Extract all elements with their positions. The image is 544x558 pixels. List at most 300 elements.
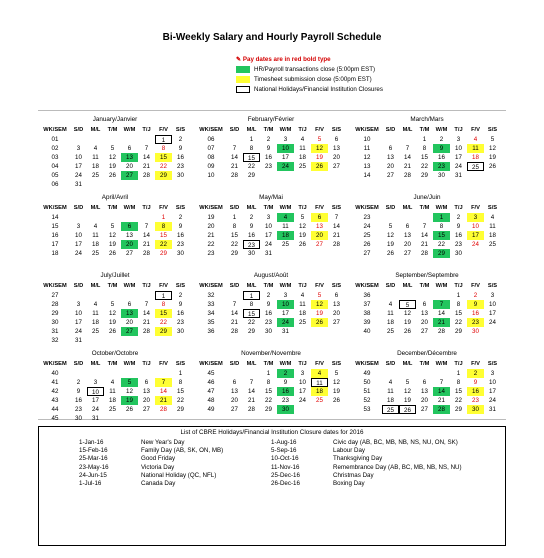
day-cell: 8 [232,223,237,230]
week-number: 29 [51,310,59,317]
week-number: 22 [207,241,215,248]
holiday-name: Thanksgiving Day [333,455,383,463]
day-cell: 11 [299,301,306,308]
week-row [40,369,189,378]
day-cell: 9 [178,301,183,308]
day-cell [382,135,399,144]
day-cell: 30 [277,405,294,414]
day-cell: 6 [127,145,132,152]
day-cell: 24 [489,397,496,404]
day-cell: 21 [143,319,150,326]
day-cell: 13 [333,301,340,308]
weekday-header: T/J [454,205,463,211]
day-cell: 8 [155,222,172,231]
week-row [352,300,501,309]
day-cell: 4 [93,223,98,230]
weekday-header: T/J [298,205,307,211]
day-cell: 3 [490,292,495,299]
day-cell: 19 [299,232,306,239]
weekday-header: S/D [73,127,84,133]
weekday-header: S/D [73,205,84,211]
day-cell: 23 [472,397,479,404]
day-cell: 25 [316,397,323,404]
week-number: 46 [207,379,215,386]
weekday-header: M/L [90,283,101,289]
month-calendar [194,345,348,421]
day-cell: 5 [110,301,115,308]
week-column-header: WK/SEM [43,283,67,289]
day-cell: 25 [109,406,116,413]
day-cell [433,369,450,378]
weekday-header: F/V [315,205,324,211]
day-cell: 2 [178,136,183,143]
holiday-name: Christmas Day [333,471,374,479]
month-name: April/Avril [101,194,129,201]
day-cell: 23 [433,162,450,171]
day-cell [311,171,328,180]
day-cell: 15 [231,232,238,239]
week-row [40,291,189,300]
weekday-header: F/V [471,127,480,133]
day-cell: 10 [472,223,479,230]
weekday-header: F/V [315,283,324,289]
day-cell: 17 [489,310,496,317]
day-cell: 24 [75,328,82,335]
week-number: 23 [363,214,371,221]
day-cell: 24 [299,397,306,404]
month-name: October/Octobre [91,350,139,357]
day-cell: 20 [404,241,411,248]
holiday-entry [271,439,462,447]
day-cell [328,405,345,414]
day-cell [399,369,416,378]
weekday-header: F/V [315,361,324,367]
day-cell: 23 [467,318,484,327]
week-number: 30 [51,319,59,326]
day-cell: 12 [299,223,306,230]
week-number: 41 [51,379,59,386]
weekday-header: T/J [142,283,151,289]
day-cell: 21 [248,397,255,404]
day-cell: 16 [265,310,272,317]
week-number: 17 [51,241,59,248]
day-cell [155,414,172,423]
weekday-header: W/M [123,127,136,133]
day-cell: 29 [248,172,255,179]
day-cell [328,327,345,336]
day-cell: 4 [473,136,478,143]
day-cell: 14 [333,223,340,230]
week-row [352,144,501,153]
month-name: November/Novembre [241,350,301,357]
day-cell: 25 [299,319,306,326]
week-row [40,327,189,336]
day-cell: 22 [455,397,462,404]
weekday-header: M/L [90,127,101,133]
day-cell: 7 [422,223,427,230]
day-cell [104,369,121,378]
week-number: 27 [363,250,371,257]
weekday-header-row [196,282,345,291]
weekday-header: M/L [90,205,101,211]
day-cell: 8 [161,301,166,308]
day-cell [87,213,104,222]
day-cell: 10 [489,301,496,308]
week-row [40,336,189,345]
weekday-header: S/S [331,361,342,367]
week-number: 09 [207,163,215,170]
week-row [352,135,501,144]
month-name: June/Juin [413,194,441,201]
day-cell: 19 [109,163,116,170]
day-cell [155,336,172,345]
day-cell: 5 [317,292,322,299]
weekday-header: S/S [487,283,498,289]
week-row [352,327,501,336]
day-cell: 6 [311,213,328,222]
day-cell: 24 [75,172,82,179]
day-cell: 18 [92,319,99,326]
month-calendar [350,267,504,343]
pay-date-marker-icon: ✎ [236,56,242,63]
month-grid [352,282,501,336]
day-cell [138,369,155,378]
day-cell [138,414,155,423]
day-cell [484,249,501,258]
day-cell: 16 [177,232,184,239]
weekday-header: T/J [298,283,307,289]
day-cell: 2 [178,292,183,299]
day-cell: 7 [232,145,237,152]
weekday-header: T/J [298,127,307,133]
week-number: 27 [51,292,59,299]
week-row [40,222,189,231]
weekday-header: S/D [385,127,396,133]
weekday-header: S/D [385,283,396,289]
day-cell: 15 [455,310,462,317]
day-cell: 8 [178,379,183,386]
day-cell: 14 [143,310,150,317]
day-cell: 14 [248,388,255,395]
day-cell: 18 [299,154,306,161]
day-cell: 22 [421,163,428,170]
weekday-header-row [40,282,189,291]
day-cell: 19 [109,319,116,326]
day-cell: 25 [92,328,99,335]
holiday-date: 1-Jul-16 [79,480,102,488]
weekday-header-row [40,204,189,213]
day-cell: 30 [455,250,462,257]
weekday-header: W/M [435,205,448,211]
month-name: December/Décembre [397,350,457,357]
weekday-header: S/S [331,205,342,211]
week-number: 40 [363,328,371,335]
weekday-header: F/V [159,127,168,133]
week-number: 48 [207,397,215,404]
day-cell: 8 [249,301,254,308]
month-name: July/Juillet [100,272,130,279]
holiday-date: 11-Nov-16 [271,463,300,471]
day-cell: 2 [456,214,461,221]
day-cell: 21 [404,163,411,170]
day-cell [172,414,189,423]
month-calendar [38,267,192,343]
day-cell [70,213,87,222]
day-cell: 17 [467,231,484,240]
day-cell: 9 [178,145,183,152]
day-cell: 2 [266,292,271,299]
day-cell: 30 [177,250,184,257]
weekday-header: T/M [263,361,274,367]
holiday-entry [79,455,223,463]
week-number: 10 [207,172,215,179]
day-cell: 16 [472,310,479,317]
month-calendar [194,111,348,187]
weekday-header: T/M [263,205,274,211]
week-number: 19 [207,214,215,221]
week-row [40,171,189,180]
day-cell: 24 [455,163,462,170]
day-cell: 4 [300,136,305,143]
weekday-header: S/D [229,283,240,289]
weekday-header: T/M [419,361,430,367]
week-number: 07 [207,145,215,152]
day-cell [294,405,311,414]
day-cell: 19 [109,241,116,248]
day-cell: 26 [311,318,328,327]
day-cell: 28 [248,406,255,413]
day-cell: 23 [177,319,184,326]
holiday-column-right [271,439,462,488]
day-cell: 16 [265,154,272,161]
day-cell: 14 [231,154,238,161]
week-row [196,162,345,171]
week-row [196,240,345,249]
weekday-header: F/V [471,361,480,367]
day-cell: 14 [143,232,150,239]
day-cell: 20 [231,397,238,404]
day-cell: 11 [282,223,289,230]
day-cell: 23 [282,397,289,404]
calendar-grid [38,110,506,420]
week-row [196,249,345,258]
day-cell: 12 [404,310,411,317]
day-cell: 17 [265,232,272,239]
day-cell: 10 [277,300,294,309]
weekday-header: W/M [435,127,448,133]
week-row [40,396,189,405]
week-row [40,213,189,222]
day-cell [484,327,501,336]
day-cell: 23 [177,241,184,248]
day-cell [70,369,87,378]
day-cell [226,135,243,144]
day-cell: 20 [126,319,133,326]
day-cell: 29 [155,327,172,336]
week-number: 28 [51,301,59,308]
day-cell: 24 [92,406,99,413]
weekday-header: W/M [123,205,136,211]
day-cell: 27 [316,241,323,248]
day-cell: 9 [266,301,271,308]
day-cell: 31 [75,181,82,188]
day-cell: 10 [489,379,496,386]
day-cell: 19 [404,397,411,404]
day-cell: 12 [109,154,116,161]
weekday-header: S/S [175,283,186,289]
day-cell: 7 [439,379,444,386]
day-cell: 6 [144,379,149,386]
weekday-header: S/D [73,361,84,367]
day-cell [138,180,155,189]
month-name: August/Août [253,272,289,279]
day-cell: 28 [421,250,428,257]
day-cell: 19 [387,241,394,248]
day-cell: 1 [456,370,461,377]
day-cell: 11 [387,388,394,395]
day-cell: 16 [177,154,184,161]
weekday-header-row [40,360,189,369]
holiday-date: 1-Jan-16 [79,439,104,446]
day-cell: 13 [121,153,138,162]
day-cell: 14 [231,310,238,317]
day-cell: 14 [404,154,411,161]
holiday-entry [271,464,462,472]
day-cell [104,213,121,222]
day-cell: 8 [161,145,166,152]
week-row [196,213,345,222]
week-row [196,171,345,180]
day-cell: 4 [93,145,98,152]
day-cell: 11 [311,378,328,387]
week-column-header: WK/SEM [199,205,223,211]
day-cell: 13 [316,223,323,230]
day-cell: 29 [455,328,462,335]
day-cell: 3 [283,136,288,143]
box-swatch [236,86,250,93]
week-column-header: WK/SEM [355,205,379,211]
week-row [40,318,189,327]
weekday-header: T/M [419,127,430,133]
week-number: 18 [51,250,59,257]
day-cell: 12 [311,300,328,309]
holiday-entry [271,480,462,488]
day-cell [87,180,104,189]
day-cell: 16 [277,387,294,396]
holiday-list-title: List of CBRE Holidays/Financial Institution Closure dates for 2016 [180,429,364,436]
day-cell: 4 [93,301,98,308]
day-cell: 29 [455,406,462,413]
day-cell [416,213,433,222]
day-cell: 30 [472,328,479,335]
day-cell: 21 [333,232,340,239]
week-row [352,213,501,222]
day-cell: 31 [75,337,82,344]
weekday-header: T/J [298,361,307,367]
week-number: 03 [51,154,59,161]
month-calendar [350,111,504,187]
day-cell: 15 [243,153,260,162]
holiday-name: Remembrance Day (AB, BC, MB, NB, NS, NU) [333,463,462,471]
day-cell: 12 [109,310,116,317]
weekday-header: W/M [279,127,292,133]
day-cell: 19 [489,154,496,161]
day-cell: 20 [421,319,428,326]
week-row [352,369,501,378]
day-cell: 24 [277,318,294,327]
day-cell: 18 [489,232,496,239]
month-calendar [350,189,504,265]
day-cell: 28 [231,172,238,179]
day-cell: 15 [160,232,167,239]
legend-yellow [236,75,372,84]
legend-box-text: National Holidays/Financial Institution Closures [254,86,383,93]
weekday-header: T/M [419,283,430,289]
day-cell: 9 [473,379,478,386]
day-cell: 22 [455,319,462,326]
day-cell: 5 [399,300,416,309]
holiday-entry [79,472,223,480]
day-cell: 9 [76,388,81,395]
day-cell [104,336,121,345]
day-cell: 1 [243,291,260,300]
day-cell: 16 [438,154,445,161]
day-cell: 17 [282,310,289,317]
day-cell: 21 [231,163,238,170]
week-number: 42 [51,388,59,395]
holiday-entry [79,480,223,488]
day-cell [104,135,121,144]
day-cell: 16 [467,387,484,396]
day-cell: 4 [388,379,393,386]
day-cell: 2 [473,292,478,299]
week-number: 01 [51,136,59,143]
day-cell [70,291,87,300]
holiday-name: Civic day (AB, BC, MB, NB, NS, NU, ON, SK) [333,439,458,446]
weekday-header: S/S [331,283,342,289]
day-cell: 27 [404,250,411,257]
week-number: 39 [363,319,371,326]
week-row [352,291,501,300]
day-cell: 1 [161,214,166,221]
week-row [40,249,189,258]
day-cell: 14 [433,387,450,396]
month-grid [352,360,501,414]
holiday-column-left [79,439,223,488]
week-row [40,231,189,240]
day-cell [121,336,138,345]
week-row [196,396,345,405]
day-cell: 18 [299,310,306,317]
day-cell: 27 [231,406,238,413]
day-cell [87,369,104,378]
day-cell: 10 [75,154,82,161]
weekday-header-row [196,360,345,369]
weekday-header: F/V [159,361,168,367]
weekday-header: T/M [107,283,118,289]
month-calendar [350,345,504,421]
day-cell: 21 [231,319,238,326]
day-cell [172,180,189,189]
day-cell: 25 [92,172,99,179]
holiday-entry [79,439,223,447]
day-cell: 10 [75,310,82,317]
day-cell [121,213,138,222]
weekday-header: T/J [142,127,151,133]
week-column-header: WK/SEM [43,127,67,133]
weekday-header: S/D [385,361,396,367]
week-number: 49 [207,406,215,413]
